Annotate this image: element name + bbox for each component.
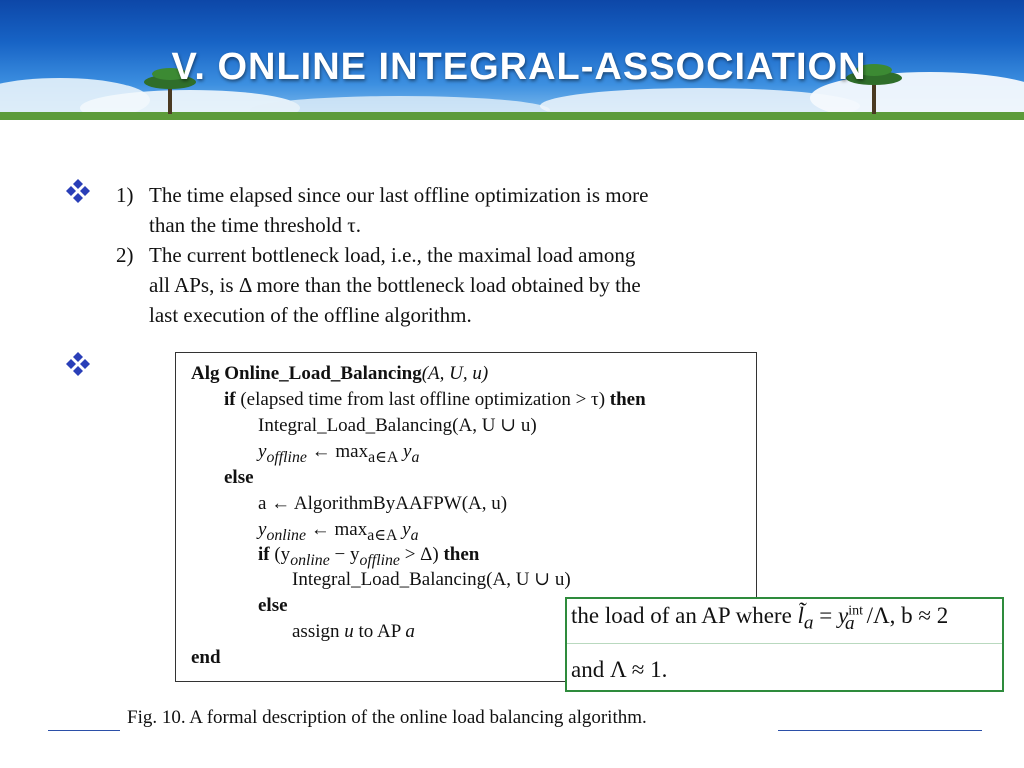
algorithm-header: Alg Online_Load_Balancing(A, U, u) [191, 363, 489, 384]
caption-underline-left [48, 730, 120, 731]
diamond-bullet-icon [63, 177, 93, 207]
condition-text: The time elapsed since our last offline optimization is more [149, 183, 649, 207]
annotation-line: and Λ ≈ 1. [571, 657, 668, 682]
condition-text: The current bottleneck load, i.e., the maximal load among [149, 243, 636, 267]
list-number: 2) [116, 243, 134, 267]
slide-title: V. ONLINE INTEGRAL-ASSOCIATION [171, 46, 867, 88]
algorithm-line: end [191, 647, 221, 668]
diamond-bullet-icon [63, 350, 93, 380]
algorithm-line: else [258, 595, 288, 616]
list-item [116, 180, 736, 240]
algorithm-line: assign u to AP a [292, 621, 415, 642]
condition-text: all APs, is Δ more than the bottleneck load obtained by the [149, 273, 641, 297]
algorithm-line: $y_{online}$ ← $\max_{a\in A} y_a$ [258, 519, 419, 544]
annotation-divider [567, 643, 1002, 644]
algorithm-line: else [224, 467, 254, 488]
condition-text: last execution of the offline algorithm. [149, 303, 472, 327]
algorithm-line: $y_{offline}$ ← $\max_{a\in A} y_a$ [258, 441, 420, 466]
condition-text: than the time threshold τ. [149, 213, 361, 237]
slide-header [0, 0, 1024, 120]
conditions-list [116, 180, 736, 330]
annotation-line: the load of an AP where $l̃_a = y^{int}_a$ /Λ, b ≈ 2 [571, 603, 949, 634]
algorithm-line: Integral_Load_Balancing(A, U ∪ u) [292, 569, 571, 590]
list-item [116, 240, 736, 330]
algorithm-line: a ← AlgorithmByAAFPW(A, u) [258, 493, 508, 514]
algorithm-line: if $(y_{online} - y_{offline} > \Delta)$ then [258, 544, 480, 569]
algorithm-line: Integral_Load_Balancing(A, U ∪ u) [258, 415, 537, 436]
list-number: 1) [116, 183, 134, 207]
figure-caption: Fig. 10. A formal description of the online load balancing algorithm. [127, 707, 647, 728]
annotation-box [565, 597, 1004, 692]
caption-underline-right [778, 730, 982, 731]
algorithm-line: if (elapsed time from last offline optimization > τ) then [224, 389, 646, 410]
